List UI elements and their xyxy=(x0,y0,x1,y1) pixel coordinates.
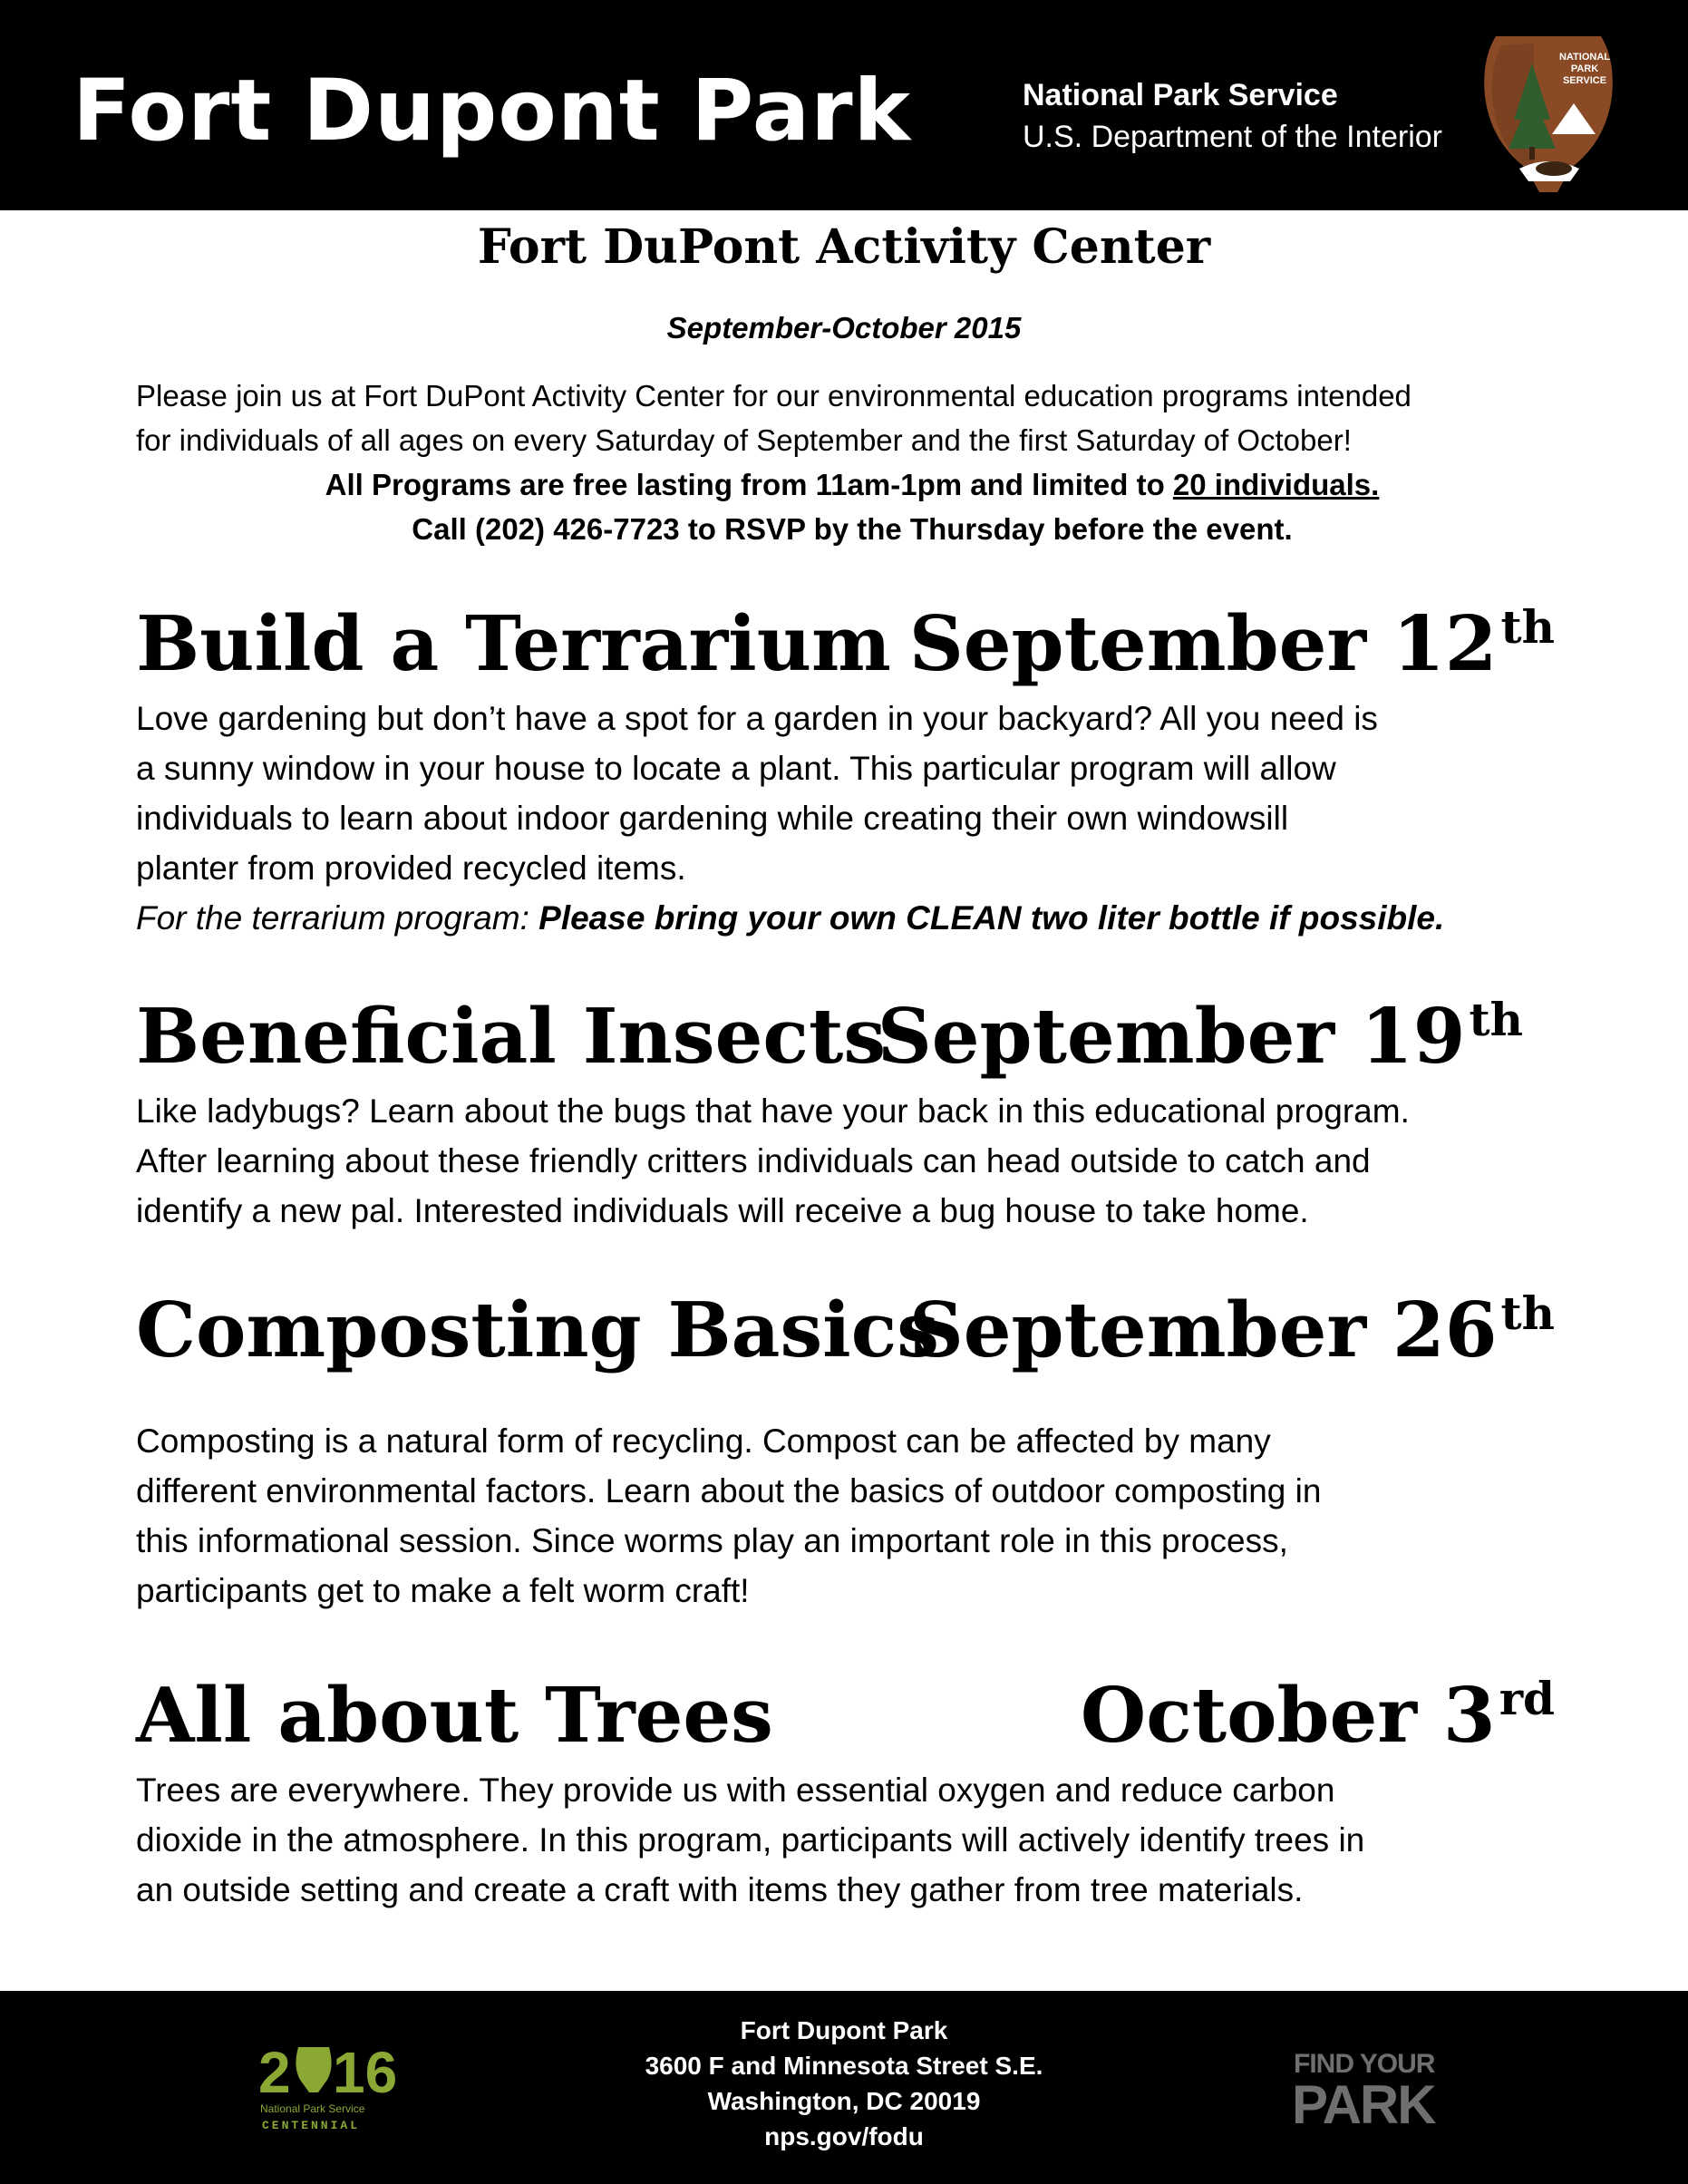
program-description-line: this informational session. Since worms play an important role in this process, xyxy=(136,1522,1288,1559)
page-header xyxy=(0,0,1688,210)
program-date: September 12th xyxy=(908,599,1555,688)
program-trees xyxy=(136,1665,1555,1915)
agency-name: National Park Service xyxy=(1023,78,1338,112)
program-description-line: planter from provided recycled items. xyxy=(136,849,686,887)
logo-year-end: 16 xyxy=(333,2040,398,2105)
program-insects xyxy=(136,986,1555,1236)
program-composting xyxy=(136,1280,1555,1616)
capacity-limit: 20 individuals. xyxy=(1172,468,1380,501)
fyp-line-2: PARK xyxy=(1292,2074,1435,2135)
program-title: Beneficial Insects xyxy=(136,992,887,1081)
program-description-line: an outside setting and create a craft with items they gather from tree materials. xyxy=(136,1871,1304,1908)
program-description-line: participants get to make a felt worm craft! xyxy=(136,1572,750,1609)
footer-street: 3600 F and Minnesota Street S.E. xyxy=(645,2052,1043,2080)
park-title: Fort Dupont Park xyxy=(73,62,912,160)
footer-website[interactable]: nps.gov/fodu xyxy=(764,2122,924,2150)
nps-arrowhead-icon xyxy=(1479,33,1617,194)
program-description-line: identify a new pal. Interested individuals will receive a bug house to take home. xyxy=(136,1192,1309,1229)
free-programs-text: All Programs are free lasting from 11am-1pm and limited to xyxy=(325,468,1173,501)
season-dates: September-October 2015 xyxy=(666,311,1022,345)
agency-department: U.S. Department of the Interior xyxy=(1023,120,1442,154)
program-description-line: dioxide in the atmosphere. In this program, participants will actively identify trees in xyxy=(136,1821,1365,1859)
intro-line-3 xyxy=(136,462,1568,507)
program-description-line: different environmental factors. Learn about the basics of outdoor composting in xyxy=(136,1472,1322,1509)
program-description-line: After learning about these friendly critters individuals can head outside to catch and xyxy=(136,1142,1371,1179)
program-description-line: Like ladybugs? Learn about the bugs that have your back in this educational program. xyxy=(136,1092,1410,1130)
program-description-line: individuals to learn about indoor gardening while creating their own windowsill xyxy=(136,800,1289,837)
logo-year-start: 2 xyxy=(258,2040,291,2105)
program-date: October 3rd xyxy=(1080,1671,1555,1760)
intro-line-1: Please join us at Fort DuPont Activity Center for our environmental education programs intended xyxy=(136,379,1412,413)
program-description-line: a sunny window in your house to locate a plant. This particular program will allow xyxy=(136,750,1336,787)
page-footer xyxy=(0,1991,1688,2184)
program-description-line: Composting is a natural form of recycling. Compost can be affected by many xyxy=(136,1422,1271,1460)
program-description-line: Love gardening but don’t have a spot for a garden in your backyard? All you need is xyxy=(136,700,1378,737)
badge-line-3: SERVICE xyxy=(1562,75,1607,86)
program-title: Build a Terrarium xyxy=(136,599,891,688)
badge-line-1: NATIONAL xyxy=(1558,52,1611,63)
badge-line-2: PARK xyxy=(1570,63,1599,74)
logo-centennial-line: CENTENNIAL xyxy=(262,2119,361,2132)
agency-block xyxy=(1023,74,1442,158)
logo-nps-line: National Park Service xyxy=(260,2102,365,2115)
program-date: September 19th xyxy=(877,992,1523,1081)
program-description-line: Trees are everywhere. They provide us with essential oxygen and reduce carbon xyxy=(136,1771,1335,1809)
footer-park-name: Fort Dupont Park xyxy=(740,2016,948,2044)
intro-text xyxy=(136,374,1568,551)
program-title: All about Trees xyxy=(136,1671,773,1760)
program-terrarium xyxy=(136,594,1555,943)
footer-city: Washington, DC 20019 xyxy=(707,2087,981,2115)
intro-line-2: for individuals of all ages on every Saturday of September and the first Saturday of October! xyxy=(136,423,1352,457)
program-title: Composting Basics xyxy=(136,1286,939,1374)
program-date: September 26th xyxy=(908,1286,1555,1374)
find-your-park-logo xyxy=(1292,2036,1464,2136)
terrarium-note: For the terrarium program: Please bring your own CLEAN two liter bottle if possible. xyxy=(136,899,1445,937)
fyp-line-1: FIND YOUR xyxy=(1294,2049,1435,2079)
center-name: Fort DuPont Activity Center xyxy=(477,219,1211,275)
rsvp-line: Call (202) 426-7723 to RSVP by the Thursday before the event. xyxy=(412,512,1293,546)
